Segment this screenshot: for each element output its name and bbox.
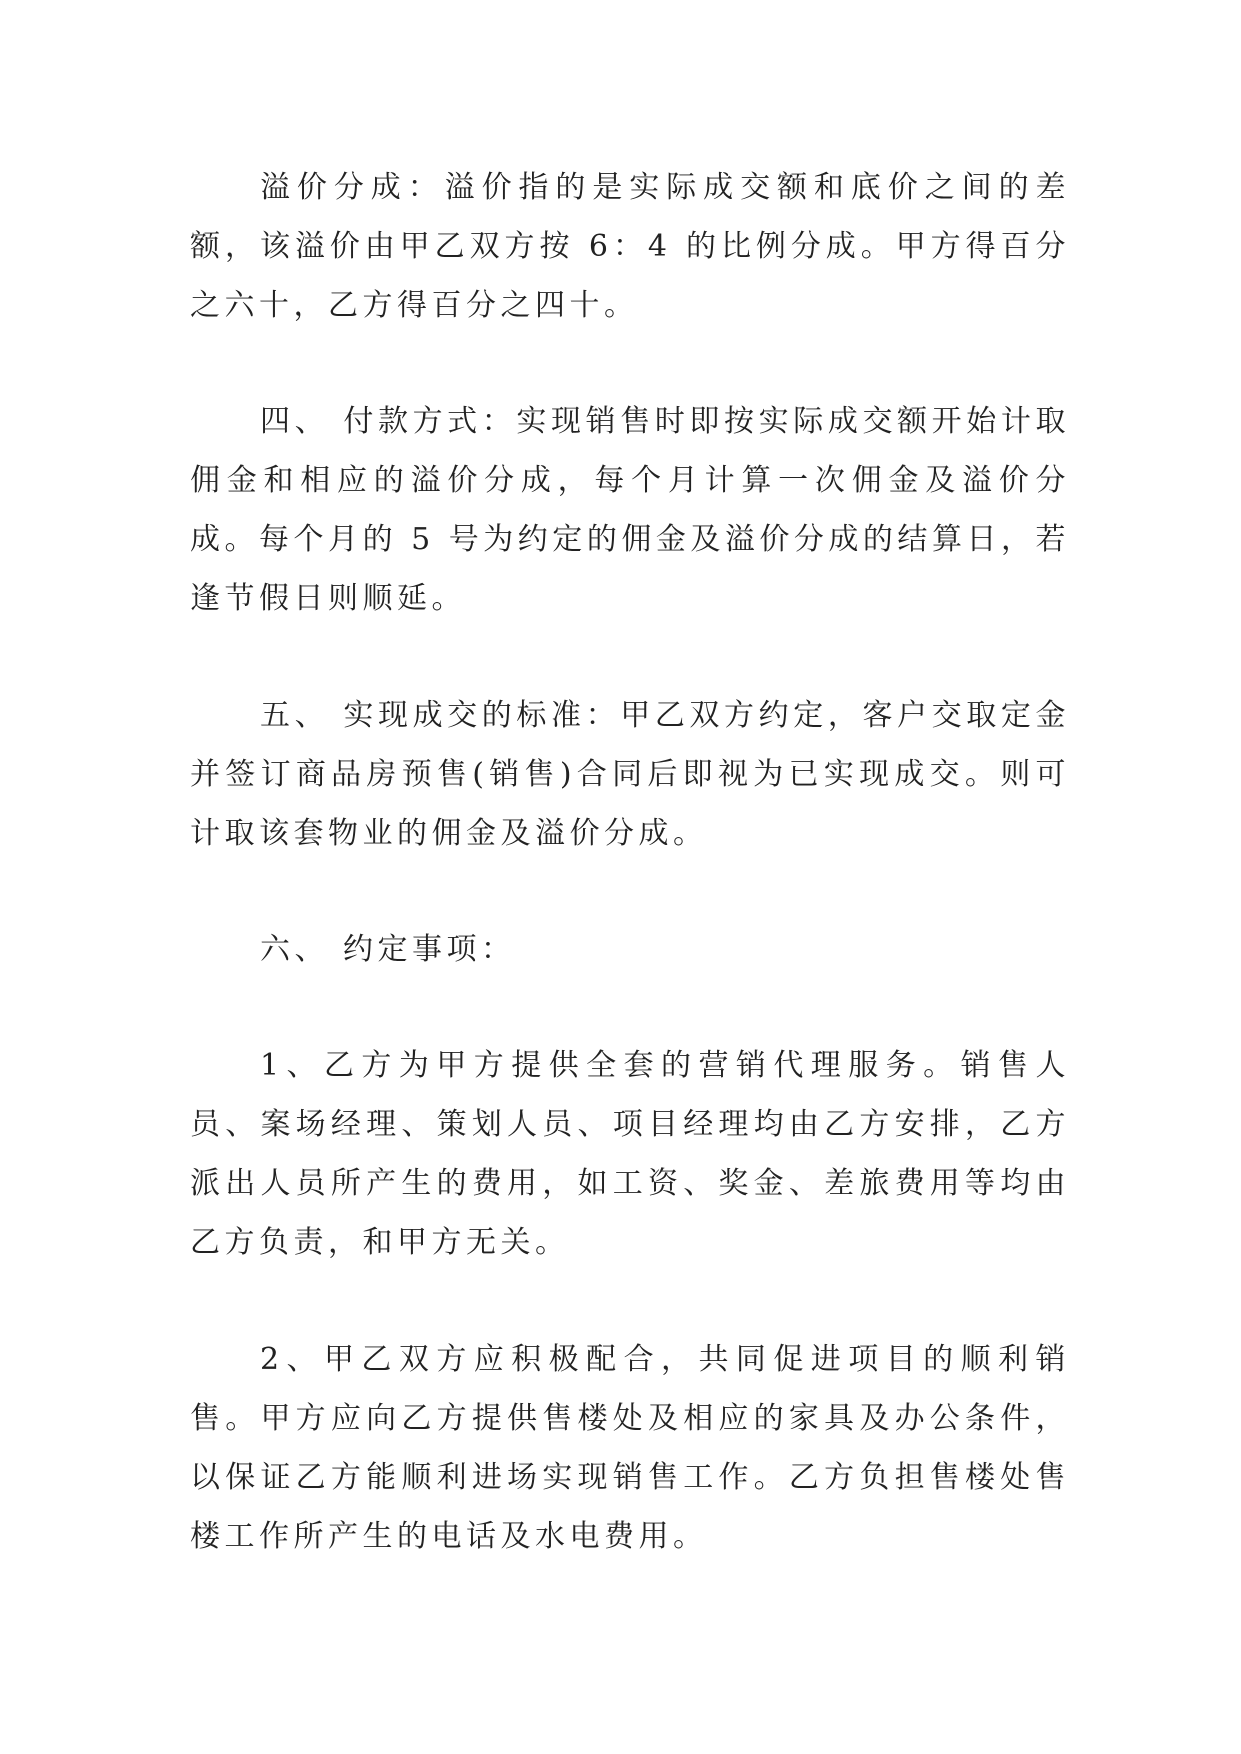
paragraph-agreed-matter-1: 1、乙方为甲方提供全套的营销代理服务。销售人员、案场经理、策划人员、项目经理均由乙方安排，乙方派出人员所产生的费用，如工资、奖金、差旅费用等均由乙方负责，和甲方无关。 (190, 1048, 1070, 1260)
paragraph-payment-method: 四、 付款方式：实现销售时即按实际成交额开始计取佣金和相应的溢价分成，每个月计算一次佣金及溢价分成。每个月的 5 号为约定的佣金及溢价分成的结算日，若逢节假日则顺延。 (190, 404, 1070, 616)
heading-agreed-matters: 六、 约定事项： (260, 932, 516, 967)
paragraph-agreed-matter-2: 2、甲乙双方应积极配合，共同促进项目的顺利销售。甲方应向乙方提供售楼处及相应的家具及办公条件，以保证乙方能顺利进场实现销售工作。乙方负担售楼处售楼工作所产生的电话及水电费用。 (190, 1342, 1070, 1554)
paragraph-premium-sharing: 溢价分成：溢价指的是实际成交额和底价之间的差额，该溢价由甲乙双方按 6：4 的比例分成。甲方得百分之六十，乙方得百分之四十。 (190, 170, 1070, 323)
paragraph-transaction-standard: 五、 实现成交的标准：甲乙双方约定，客户交取定金并签订商品房预售(销售)合同后即视为已实现成交。则可计取该套物业的佣金及溢价分成。 (190, 698, 1070, 851)
